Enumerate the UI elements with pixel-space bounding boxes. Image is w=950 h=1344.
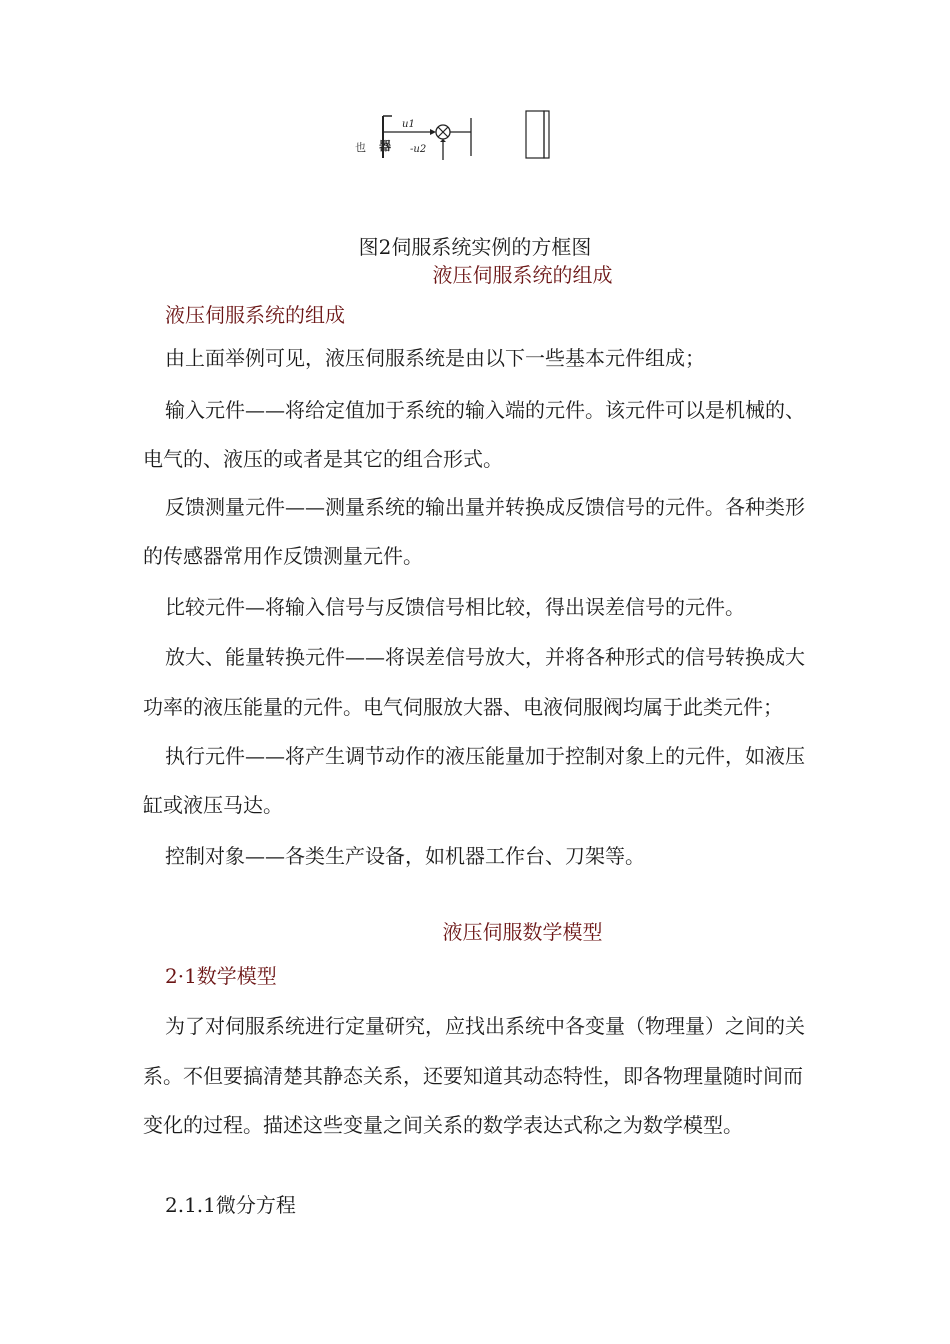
item-feedback-line1: 反馈测量元件——测量系统的输出量并转换成反馈信号的元件。各种类形 bbox=[165, 495, 805, 519]
item-input-line1: 输入元件——将给定值加于系统的输入端的元件。该元件可以是机械的、 bbox=[165, 398, 805, 422]
model-para-line1: 为了对伺服系统进行定量研究，应找出系统中各变量（物理量）之间的关 bbox=[165, 1014, 805, 1038]
block-box-left bbox=[526, 111, 544, 158]
item-object-line1: 控制对象——各类生产设备，如机器工作台、刀架等。 bbox=[165, 844, 645, 868]
section2-subheading: 2·1数学模型 bbox=[165, 964, 277, 988]
section2-subsubheading: 2.1.1微分方程 bbox=[165, 1193, 296, 1217]
item-actuator-line1: 执行元件——将产生调节动作的液压能量加于控制对象上的元件，如液压 bbox=[165, 744, 805, 768]
feedback-arrowhead bbox=[440, 139, 446, 142]
block-diagram-svg bbox=[350, 108, 550, 164]
item-input-line2: 电气的、液压的或者是其它的组合形式。 bbox=[143, 447, 503, 471]
input-arrowhead bbox=[430, 129, 436, 135]
item-amplifier-line1: 放大、能量转换元件——将误差信号放大，并将各种形式的信号转换成大 bbox=[165, 645, 805, 669]
model-para-line2: 系。不但要搞清楚其静态关系，还要知道其动态特性，即各物理量随时间而 bbox=[143, 1064, 803, 1088]
item-amplifier-line2: 功率的液压能量的元件。电气伺服放大器、电液伺服阀均属于此类元件； bbox=[143, 695, 783, 719]
section1-intro: 由上面举例可见，液压伺服系统是由以下一些基本元件组成； bbox=[165, 346, 705, 370]
model-para-line3: 变化的过程。描述这些变量之间关系的数学表达式称之为数学模型。 bbox=[143, 1113, 743, 1137]
diagram-device-char: 器 bbox=[379, 139, 392, 153]
section2-title: 液压伺服数学模型 bbox=[442, 920, 603, 944]
input-signal-label: u1 bbox=[402, 119, 415, 130]
item-actuator-line2: 缸或液压马达。 bbox=[143, 793, 283, 817]
figure-subcaption: 液压伺服系统的组成 bbox=[432, 263, 613, 287]
block-box-right bbox=[544, 111, 549, 158]
item-feedback-line2: 的传感器常用作反馈测量元件。 bbox=[143, 544, 423, 568]
feedback-signal-label: -u2 bbox=[410, 144, 427, 155]
section1-heading: 液压伺服系统的组成 bbox=[165, 303, 345, 327]
diagram-left-char: 也 bbox=[355, 141, 366, 154]
item-compare-line1: 比较元件—将输入信号与反馈信号相比较，得出误差信号的元件。 bbox=[165, 595, 745, 619]
figure-caption: 图2伺服系统实例的方框图 bbox=[358, 235, 592, 259]
block-diagram-fragment bbox=[350, 108, 550, 164]
